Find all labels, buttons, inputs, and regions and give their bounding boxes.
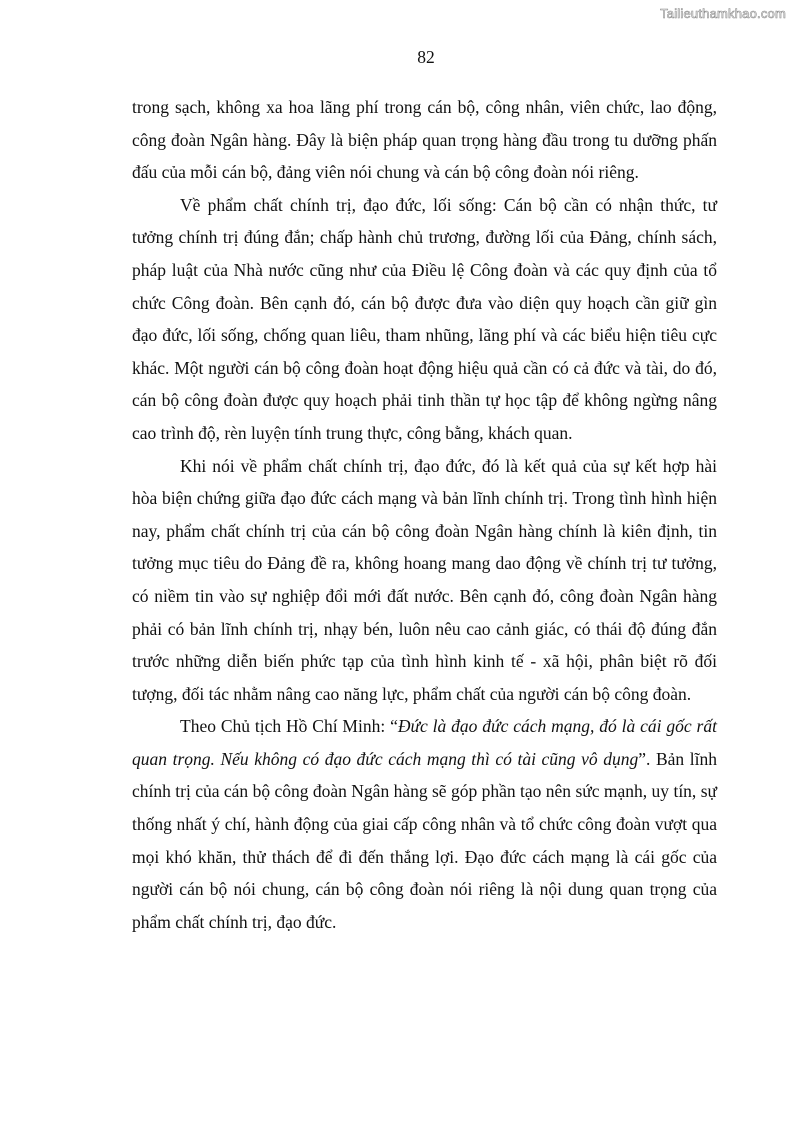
- paragraph-ho-chi-minh-quote: [132, 710, 717, 938]
- paragraph-continuation: trong sạch, không xa hoa lãng phí trong cán bộ, công nhân, viên chức, lao động, công đoàn Ngân hàng. Đây là biện pháp quan trọng hàng đầu trong tu dưỡng phấn đấu của mỗi cán bộ, đảng viên nói chung và cán bộ công đoàn nói riêng.: [132, 97, 717, 183]
- page-number: 82: [417, 47, 435, 67]
- quote-tail: ”. Bản lĩnh chính trị của cán bộ công đoàn Ngân hàng sẽ góp phần tạo nên sức mạnh, uy tín, sự thống nhất ý chí, hành động của giai cấp công nhân và tổ chức công đoàn vượt qua mọi khó khăn, thử thách để đi đến thắng lợi. Đạo đức cách mạng là cái gốc của người cán bộ nói chung, cán bộ công đoàn nói riêng là nội dung quan trọng của phẩm chất chính trị, đạo đức.: [132, 748, 717, 932]
- paragraph-political-qualities: Khi nói về phẩm chất chính trị, đạo đức, đó là kết quả của sự kết hợp hài hòa biện chứng giữa đạo đức cách mạng và bản lĩnh chính trị. Trong tình hình hiện nay, phẩm chất chính trị của cán bộ công đoàn Ngân hàng chính là kiên định, tin tưởng mục tiêu do Đảng đề ra, không hoang mang dao động về chính trị tư tưởng, có niềm tin vào sự nghiệp đổi mới đất nước. Bên cạnh đó, công đoàn Ngân hàng phải có bản lĩnh chính trị, nhạy bén, luôn nêu cao cảnh giác, có thái độ đúng đắn trước những diễn biến phức tạp của tình hình kinh tế - xã hội, phân biệt rõ đối tượng, đối tác nhằm nâng cao năng lực, phẩm chất của người cán bộ công đoàn.: [132, 455, 717, 704]
- paragraph-political-ethics: Về phẩm chất chính trị, đạo đức, lối sống: Cán bộ cần có nhận thức, tư tưởng chính trị đúng đắn; chấp hành chủ trương, đường lối của Đảng, chính sách, pháp luật của Nhà nước cũng như của Điều lệ Công đoàn và các quy định của tổ chức Công đoàn. Bên cạnh đó, cán bộ được đưa vào diện quy hoạch cần giữ gìn đạo đức, lối sống, chống quan liêu, tham nhũng, lãng phí và các biểu hiện tiêu cực khác. Một người cán bộ công đoàn hoạt động hiệu quả cần có cả đức và tài, do đó, cán bộ công đoàn được quy hoạch phải tinh thần tự học tập để không ngừng nâng cao trình độ, rèn luyện tính trung thực, công bằng, khách quan.: [132, 194, 717, 443]
- document-body: [132, 91, 717, 938]
- quote-lead: Theo Chủ tịch Hồ Chí Minh: “: [180, 716, 398, 737]
- quote-text: Đức là đạo đức cách mạng, đó là cái gốc rất quan trọng. Nếu không có đạo đức cách mạng thì có tài cũng vô dụng: [132, 716, 717, 769]
- watermark-text: Tailieuthamkhao.com: [660, 6, 786, 21]
